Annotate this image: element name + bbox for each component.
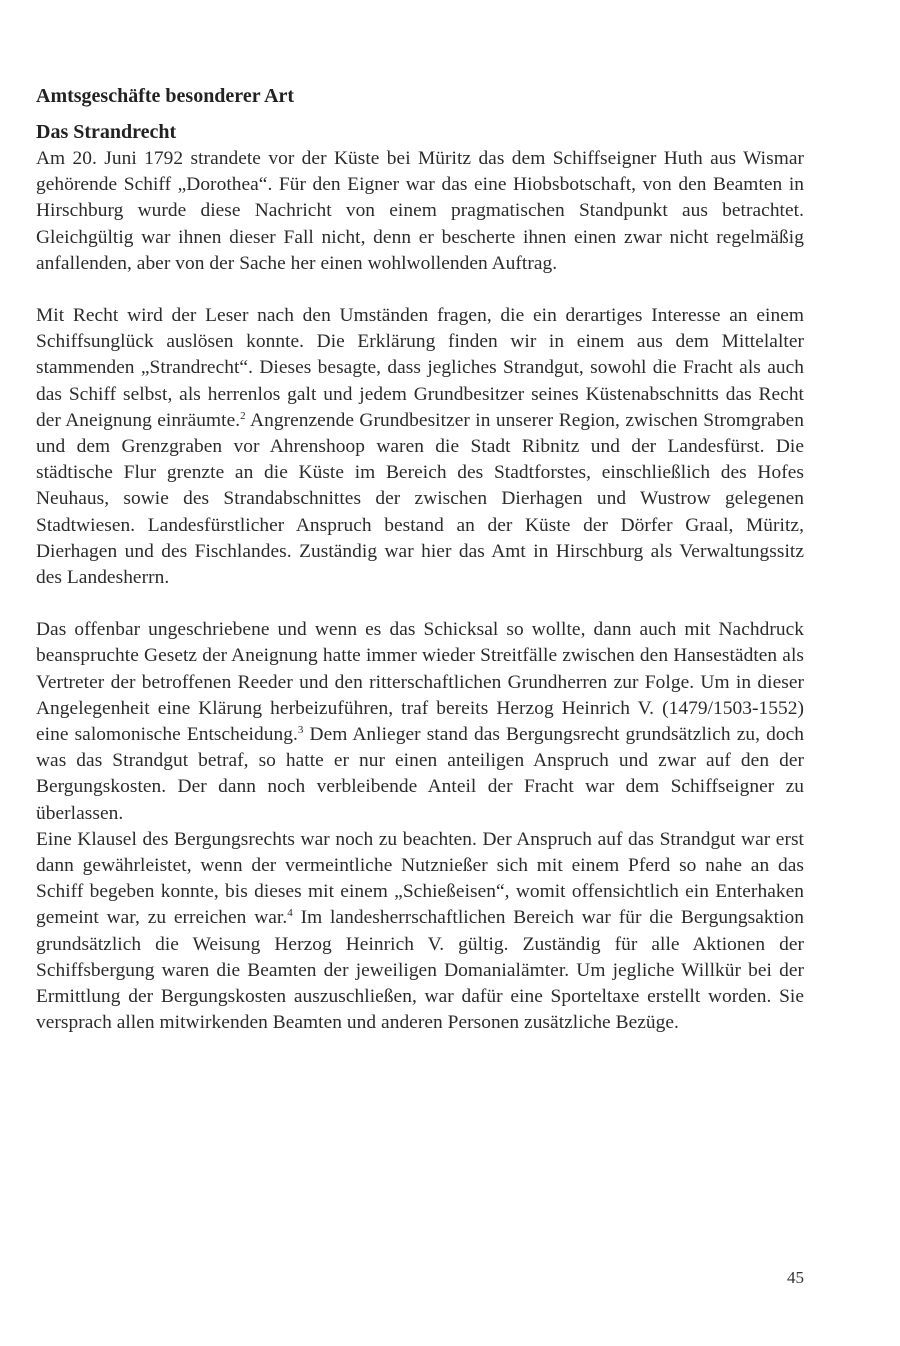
paragraph-text: Eine Klausel des Bergungsrechts war noch zu beachten. Der Anspruch auf das Strandgut war erst dann gewährleistet, wenn der vermeintliche Nutznießer sich mit einem Pferd so nahe an das Schiff begeben konnte, bis dieses mit einem „Schießeisen“, womit offensichtlich ein Enterhaken gemeint war, zu erreichen war.	[36, 828, 804, 929]
paragraph-text: Mit Recht wird der Leser nach den Umständen fragen, die ein derartiges Interesse an einem Schiffsunglück auslösen konnte. Die Erklärung finden wir in einem aus dem Mittelalter stammenden „Strandrecht“. Dieses besagte, dass jegliches Strandgut, sowohl die Fracht als auch das Schiff selbst, als herrenlos galt und jedem Grundbesitzer seines Küstenabschnitts das Recht der Aneignung einräumte.	[36, 305, 804, 431]
page-body	[36, 82, 804, 1037]
page-number: 45	[787, 1268, 804, 1287]
chapter-heading: Amtsgeschäfte besonderer Art	[36, 85, 295, 107]
paragraph-text: Im landesherrschaftlichen Bereich war für die Bergungsaktion grundsätzlich die Weisung Herzog Heinrich V. gültig. Zuständig für alle Aktionen der Schiffsbergung waren die Beamten der jeweiligen Domanialämter. Um jegliche Willkür bei der Ermittlung der Bergungskosten auszuschließen, war dafür eine Sporteltaxe erstellt worden. Sie versprach allen mitwirkenden Beamten und anderen Personen zusätzliche Bezüge.	[36, 907, 804, 1034]
footnote-ref-4[interactable]: 4	[287, 907, 293, 920]
footnote-ref-3[interactable]: 3	[297, 724, 304, 737]
section-heading: Das Strandrecht	[36, 121, 177, 143]
footnote-ref-2[interactable]: 2	[240, 409, 246, 422]
paragraph-1	[36, 146, 804, 277]
paragraph-text: Angrenzende Grundbesitzer in unserer Region, zwischen Stromgraben und dem Grenzgraben vor Ahrenshoop waren die Stadt Ribnitz und der Landesfürst. Die städtische Flur grenzte an die Küste im Bereich des Stadtforstes, einschließlich des Hofes Neuhaus, sowie des Strandabschnittes der zwischen Dierhagen und Wustrow gelegenen Stadtwiesen. Landesfürstlicher Anspruch bestand an der Küste der Dörfer Graal, Müritz, Dierhagen und des Fischlandes. Zuständig war hier das Amt in Hirschburg als Verwaltungssitz des Landesherrn.	[36, 409, 804, 589]
paragraph-text: Das offenbar ungeschriebene und wenn es das Schicksal so wollte, dann auch mit Nachdruck beanspruchte Gesetz der Aneignung hatte immer wieder Streitfälle zwischen den Hansestädten als Vertreter der betroffenen Reeder und den ritterschaftlichen Grundherren zur Folge. Um in dieser Angelegenheit eine Klärung herbeizuführen, traf bereits Herzog Heinrich V. (1479/1503-1552) eine salomonische Entscheidung.	[36, 619, 804, 746]
paragraph-2	[36, 303, 804, 591]
paragraph-text: Dem Anlieger stand das Bergungsrecht grundsätzlich zu, doch was das Strandgut betraf, so hatte er nur einen anteiligen Anspruch und zwar auf den der Bergungskosten. Der dann noch verbleibende Anteil der Fracht war dem Schiffseigner zu überlassen.	[36, 724, 804, 824]
paragraph-4	[36, 827, 804, 1037]
paragraph-3	[36, 617, 804, 827]
paragraph-text: Am 20. Juni 1792 strandete vor der Küste bei Müritz das dem Schiffseigner Huth aus Wismar gehörende Schiff „Dorothea“. Für den Eigner war das eine Hiobsbotschaft, von den Beamten in Hirschburg wurde diese Nachricht von einem pragmatischen Standpunkt aus betrachtet. Gleichgültig war ihnen dieser Fall nicht, denn er bescherte ihnen einen zwar nicht regelmäßig anfallenden, aber von der Sache her einen wohlwollenden Auftrag.	[36, 148, 804, 274]
